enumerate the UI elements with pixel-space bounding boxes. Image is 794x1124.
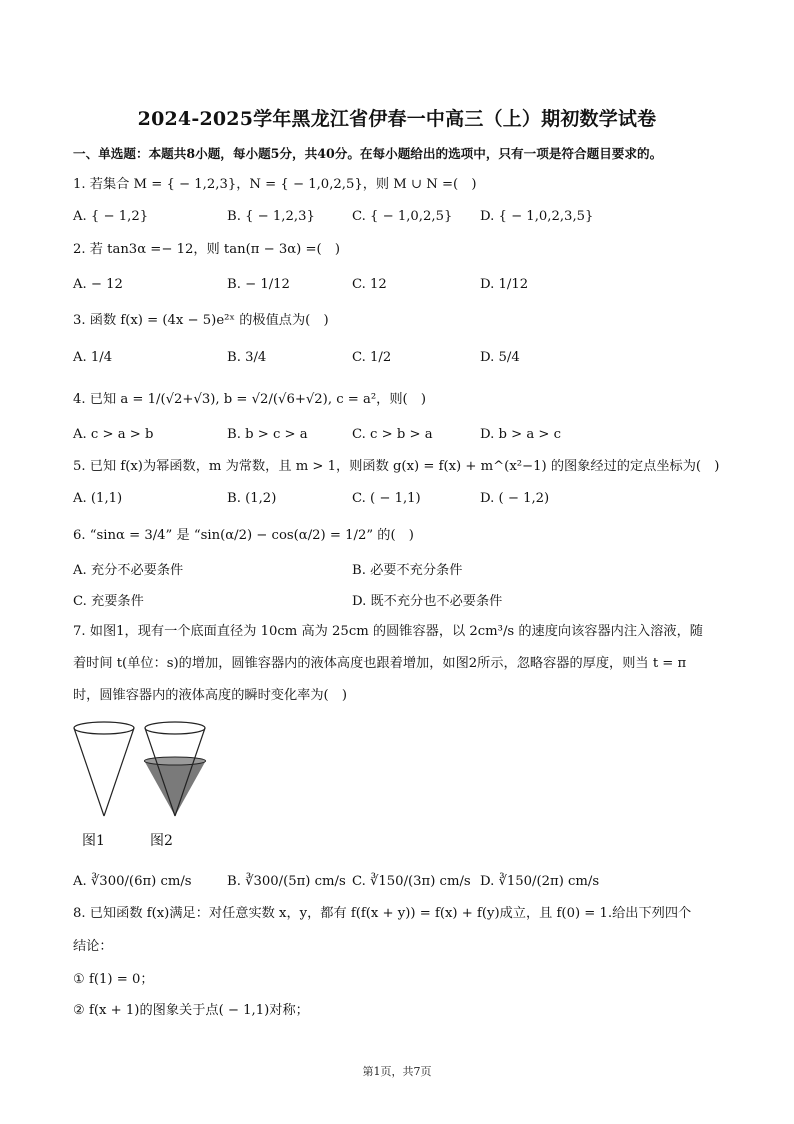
q2-option-c: C. 12	[352, 277, 387, 292]
q4-option-c: C. c > b > a	[352, 427, 433, 442]
q8-conclusion-1: ① f(1) = 0；	[73, 972, 154, 987]
q6-option-c: C. 充要条件	[73, 594, 144, 609]
q3-option-a: A. 1/4	[73, 350, 113, 365]
q5-option-b: B. (1,2)	[227, 491, 277, 506]
question-7-stem-line-2: 着时间 t(单位：s)的增加，圆锥容器内的液体高度也跟着增加，如图2所示，忽略容器的厚度，则当 t = π	[73, 656, 687, 671]
q3-option-b: B. 3/4	[227, 350, 267, 365]
q4-option-d: D. b > a > c	[480, 427, 562, 442]
q6-option-d: D. 既不充分也不必要条件	[352, 594, 503, 609]
section-heading: 一、单选题：本题共8小题，每小题5分，共40分。在每小题给出的选项中，只有一项是符合题目要求的。	[73, 146, 663, 161]
q2-option-b: B. − 1/12	[227, 277, 290, 292]
q1-option-c: C. { − 1,0,2,5}	[352, 209, 453, 224]
page-title: 2024-2025学年黑龙江省伊春一中高三（上）期初数学试卷	[137, 108, 657, 130]
q7-option-c: C. ∛150/(3π) cm/s	[352, 874, 471, 889]
q4-option-a: A. c > a > b	[73, 427, 154, 442]
cone-figure-1	[74, 722, 134, 816]
q1-option-d: D. { − 1,0,2,3,5}	[480, 209, 594, 224]
q8-conclusion-2: ② f(x + 1)的图象关于点( − 1,1)对称；	[73, 1003, 309, 1018]
q3-option-c: C. 1/2	[352, 350, 392, 365]
q7-option-d: D. ∛150/(2π) cm/s	[480, 874, 600, 889]
q3-option-d: D. 5/4	[480, 350, 520, 365]
question-8-stem-line-1: 8. 已知函数 f(x)满足：对任意实数 x，y，都有 f(f(x + y)) = f(x) + f(y)成立，且 f(0) = 1.给出下列四个	[73, 906, 692, 921]
q7-option-b: B. ∛300/(5π) cm/s	[227, 874, 346, 889]
question-2-stem: 2. 若 tan3α =− 12，则 tan(π − 3α) =( )	[73, 242, 340, 257]
cone-figures	[68, 718, 208, 857]
question-4-stem: 4. 已知 a = 1/(√2+√3), b = √2/(√6+√2), c = a²，则( )	[73, 392, 427, 407]
q1-option-a: A. { − 1,2}	[73, 209, 149, 224]
q2-option-d: D. 1/12	[480, 277, 529, 292]
q5-option-c: C. ( − 1,1)	[352, 491, 421, 506]
figure-1-label: 图1	[82, 833, 105, 849]
q5-option-d: D. ( − 1,2)	[480, 491, 550, 506]
q1-option-b: B. { − 1,2,3}	[227, 209, 315, 224]
q6-option-a: A. 充分不必要条件	[73, 563, 184, 578]
question-8-stem-line-2: 结论：	[73, 939, 113, 954]
question-6-stem: 6. “sinα = 3/4” 是 “sin(α/2) − cos(α/2) = 1/2” 的( )	[73, 528, 414, 543]
question-3-stem: 3. 函数 f(x) = (4x − 5)e²ˣ 的极值点为( )	[73, 313, 329, 328]
question-7-stem-line-3: 时，圆锥容器内的液体高度的瞬时变化率为( )	[73, 688, 348, 703]
figure-2-label: 图2	[150, 833, 173, 849]
cone-figure-2	[144, 722, 205, 816]
page-footer: 第1页，共7页	[362, 1065, 432, 1078]
question-1-stem: 1. 若集合 M = { − 1,2,3}，N = { − 1,0,2,5}，则 M ∪ N =( )	[73, 177, 477, 192]
q5-option-a: A. (1,1)	[73, 491, 123, 506]
q6-option-b: B. 必要不充分条件	[352, 563, 463, 578]
question-7-stem-line-1: 7. 如图1，现有一个底面直径为 10cm 高为 25cm 的圆锥容器，以 2cm³/s 的速度向该容器内注入溶液，随	[73, 624, 703, 639]
q2-option-a: A. − 12	[73, 277, 123, 292]
question-5-stem: 5. 已知 f(x)为幂函数，m 为常数，且 m > 1，则函数 g(x) = f(x) + m^(x²−1) 的图象经过的定点坐标为( )	[73, 459, 720, 474]
q4-option-b: B. b > c > a	[227, 427, 308, 442]
q7-option-a: A. ∛300/(6π) cm/s	[73, 874, 192, 889]
